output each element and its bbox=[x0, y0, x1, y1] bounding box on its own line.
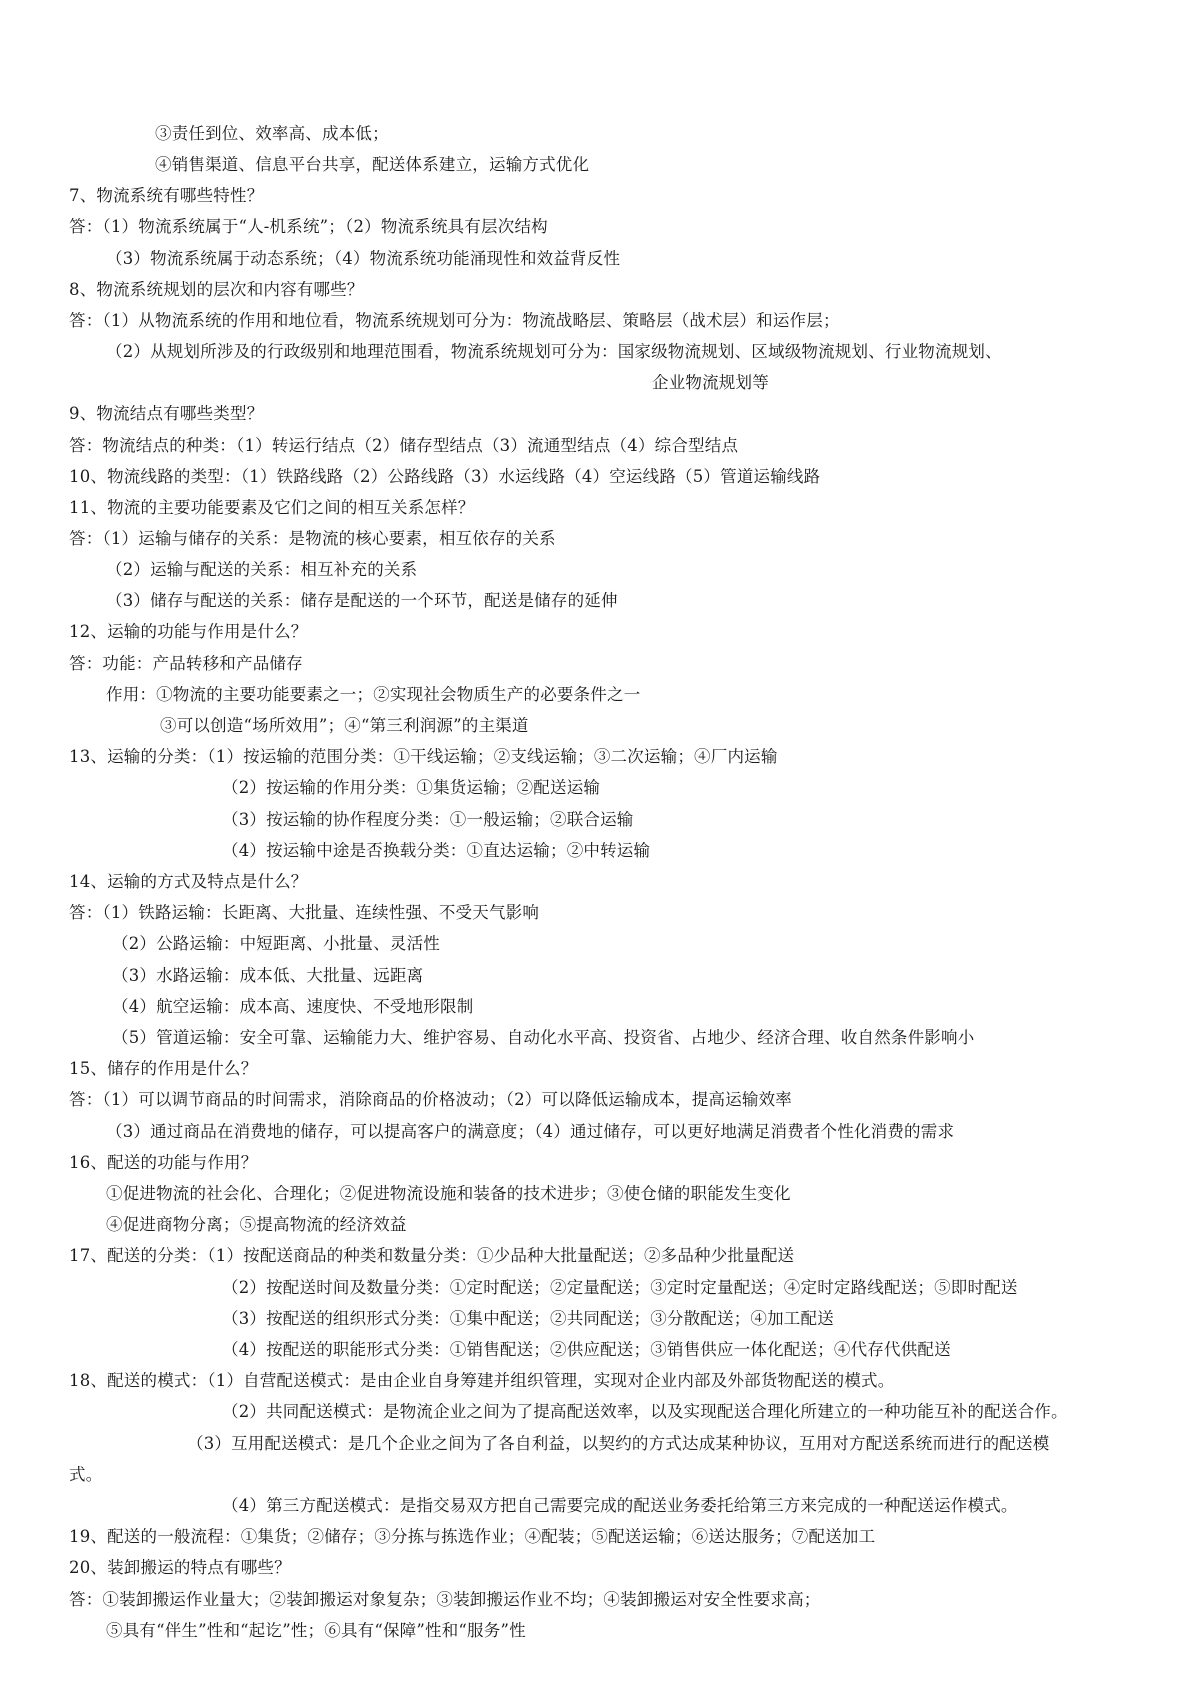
text-line: （2）按运输的作用分类：①集货运输；②配送运输 bbox=[222, 778, 601, 797]
text-line: ⑤具有“伴生”性和“起讫”性；⑥具有“保障”性和“服务”性 bbox=[106, 1621, 526, 1640]
text-line: （3）通过商品在消费地的储存，可以提高客户的满意度；（4）通过储存，可以更好地满足消费者个性化消费的需求 bbox=[106, 1122, 955, 1141]
text-line: （3）互用配送模式：是几个企业之间为了各自利益，以契约的方式达成某种协议，互用对方配送系统而进行的配送模 bbox=[187, 1434, 1050, 1453]
text-line: （3）物流系统属于动态系统；（4）物流系统功能涌现性和效益背反性 bbox=[106, 249, 621, 268]
answer-line: 答：（1）铁路运输：长距离、大批量、连续性强、不受天气影响 bbox=[69, 903, 540, 922]
text-line: （4）第三方配送模式：是指交易双方把自己需要完成的配送业务委托给第三方来完成的一种配送运作模式。 bbox=[222, 1496, 1018, 1515]
question-15: 15、储存的作用是什么？ bbox=[69, 1059, 258, 1078]
text-line: （2）从规划所涉及的行政级别和地理范围看，物流系统规划可分为：国家级物流规划、区域级物流规划、行业物流规划、 bbox=[106, 342, 1002, 361]
text-line: （3）储存与配送的关系：储存是配送的一个环节，配送是储存的延伸 bbox=[106, 591, 618, 610]
text-line: 式。 bbox=[69, 1465, 103, 1484]
answer-line: 答：①装卸搬运作业量大；②装卸搬运对象复杂；③装卸搬运作业不均；④装卸搬运对安全性要求高； bbox=[69, 1590, 821, 1609]
text-line: 作用：①物流的主要功能要素之一；②实现社会物质生产的必要条件之一 bbox=[106, 685, 641, 704]
question-12: 12、运输的功能与作用是什么？ bbox=[69, 622, 308, 641]
text-line: （2）公路运输：中短距离、小批量、灵活性 bbox=[112, 934, 440, 953]
answer-line: 答：（1）物流系统属于“人-机系统”；（2）物流系统具有层次结构 bbox=[69, 217, 548, 236]
question-20: 20、装卸搬运的特点有哪些？ bbox=[69, 1558, 291, 1577]
question-16: 16、配送的功能与作用？ bbox=[69, 1153, 258, 1172]
text-line: （3）按运输的协作程度分类：①一般运输；②联合运输 bbox=[222, 810, 634, 829]
answer-line: 答：（1）运输与储存的关系：是物流的核心要素，相互依存的关系 bbox=[69, 529, 556, 548]
text-line: （4）按配送的职能形式分类：①销售配送；②供应配送；③销售供应一体化配送；④代存代供配送 bbox=[222, 1340, 951, 1359]
text-line: （4）按运输中途是否换载分类：①直达运输；②中转运输 bbox=[222, 841, 651, 860]
answer-line: 答：功能：产品转移和产品储存 bbox=[69, 654, 303, 673]
text-line: ③可以创造“场所效用”；④“第三利润源”的主渠道 bbox=[160, 716, 529, 735]
question-14: 14、运输的方式及特点是什么？ bbox=[69, 872, 308, 891]
text-line: （2）共同配送模式：是物流企业之间为了提高配送效率，以及实现配送合理化所建立的一种功能互补的配送合作。 bbox=[222, 1402, 1068, 1421]
question-7: 7、物流系统有哪些特性？ bbox=[69, 186, 264, 205]
question-13: 13、运输的分类：（1）按运输的范围分类：①干线运输；②支线运输；③二次运输；④厂内运输 bbox=[69, 747, 778, 766]
question-8: 8、物流系统规划的层次和内容有哪些？ bbox=[69, 280, 364, 299]
text-line: ③责任到位、效率高、成本低； bbox=[155, 124, 389, 143]
question-11: 11、物流的主要功能要素及它们之间的相互关系怎样？ bbox=[69, 498, 475, 517]
question-19: 19、配送的一般流程：①集货；②储存；③分拣与拣选作业；④配装；⑤配送运输；⑥送达服务；⑦配送加工 bbox=[69, 1527, 876, 1546]
text-line: （2）按配送时间及数量分类：①定时配送；②定量配送；③定时定量配送；④定时定路线配送；⑤即时配送 bbox=[222, 1278, 1018, 1297]
text-line: ①促进物流的社会化、合理化；②促进物流设施和装备的技术进步；③使仓储的职能发生变化 bbox=[106, 1184, 791, 1203]
text-line: ④促进商物分离；⑤提高物流的经济效益 bbox=[106, 1215, 407, 1234]
text-line: 企业物流规划等 bbox=[652, 373, 769, 392]
question-9: 9、物流结点有哪些类型？ bbox=[69, 404, 264, 423]
answer-line: 答：物流结点的种类：（1）转运行结点（2）储存型结点（3）流通型结点（4）综合型结点 bbox=[69, 436, 739, 455]
text-line: ④销售渠道、信息平台共享，配送体系建立，运输方式优化 bbox=[155, 155, 590, 174]
text-line: （5）管道运输：安全可靠、运输能力大、维护容易、自动化水平高、投资省、占地少、经济合理、收自然条件影响小 bbox=[112, 1028, 975, 1047]
text-line: （4）航空运输：成本高、速度快、不受地形限制 bbox=[112, 997, 474, 1016]
answer-line: 答：（1）可以调节商品的时间需求，消除商品的价格波动；（2）可以降低运输成本，提高运输效率 bbox=[69, 1090, 792, 1109]
question-17: 17、配送的分类：（1）按配送商品的种类和数量分类：①少品种大批量配送；②多品种少批量配送 bbox=[69, 1246, 795, 1265]
answer-line: 答：（1）从物流系统的作用和地位看，物流系统规划可分为：物流战略层、策略层（战术层）和运作层； bbox=[69, 311, 840, 330]
text-line: （2）运输与配送的关系：相互补充的关系 bbox=[106, 560, 418, 579]
text-line: （3）按配送的组织形式分类：①集中配送；②共同配送；③分散配送；④加工配送 bbox=[222, 1309, 834, 1328]
question-10: 10、物流线路的类型：（1）铁路线路（2）公路线路（3）水运线路（4）空运线路（5）管道运输线路 bbox=[69, 467, 821, 486]
text-line: （3）水路运输：成本低、大批量、远距离 bbox=[112, 966, 424, 985]
question-18: 18、配送的模式：（1）自营配送模式：是由企业自身筹建并组织管理，实现对企业内部及外部货物配送的模式。 bbox=[69, 1371, 895, 1390]
